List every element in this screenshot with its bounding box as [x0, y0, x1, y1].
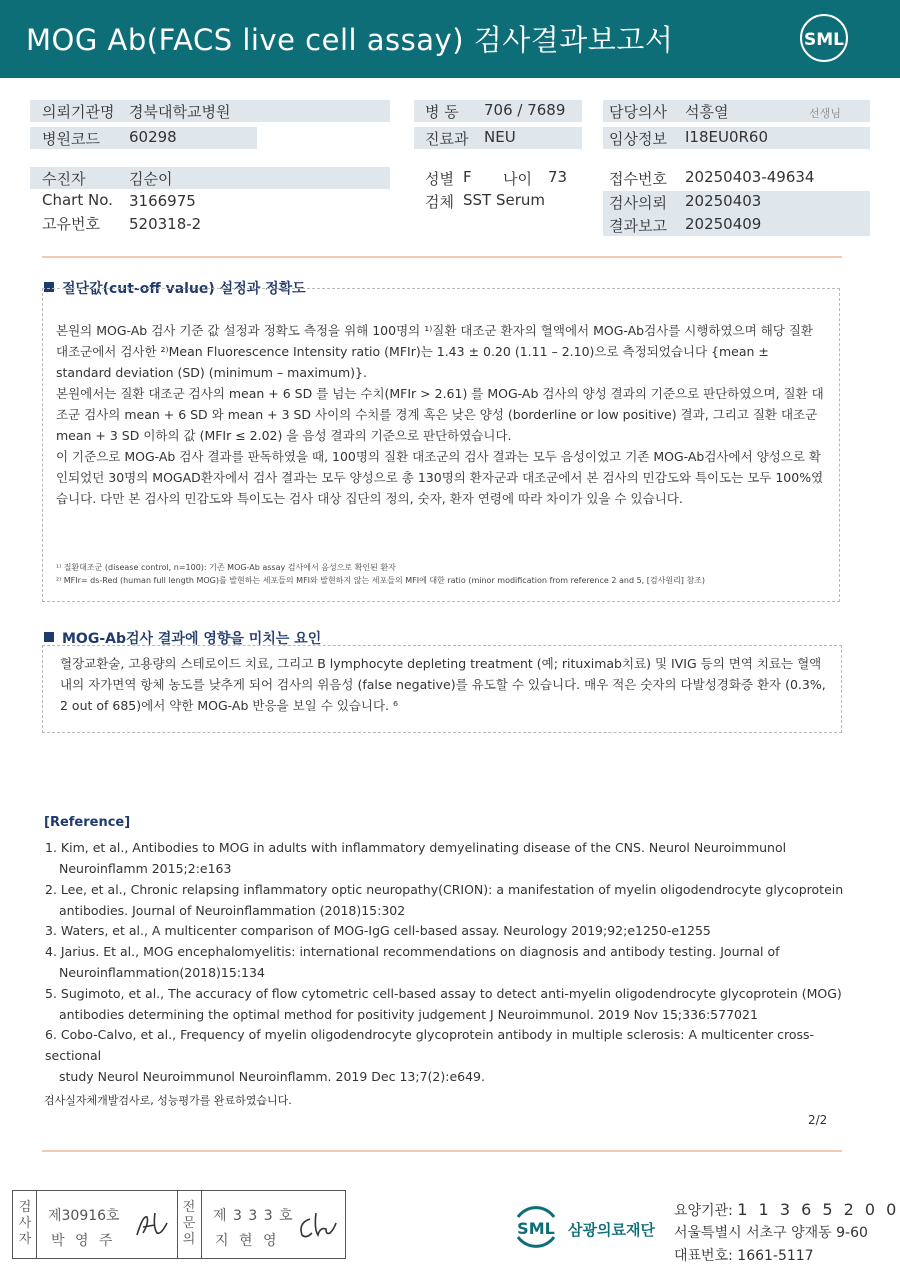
ward-label: 병 동	[425, 103, 459, 121]
institution-value: 경북대학교병원	[129, 103, 231, 121]
signature-box	[12, 1190, 346, 1259]
receipt-value: 20250403-49634	[685, 168, 815, 186]
specialist-name: 지 현 영	[215, 1233, 280, 1249]
section1-paragraph1: 본원의 MOG-Ab 검사 기준 값 설정과 정확도 측정을 위해 100명의 ¹⁾질환 대조군 환자의 혈액에서 MOG-Ab검사를 시행하였으며 해당 질환 대조군에서 검사한 ²⁾Mean Fluorescence Intensity ratio (MFIr)는 1.43 ± 0.20 (1.11 – 2.10)으로 측정되었습니다 {mean ± standard deviation (SD) (minimum – maximum)}.	[56, 323, 814, 380]
unique-label: 고유번호	[42, 215, 100, 233]
chart-label: Chart No.	[42, 191, 113, 209]
specialist-license: 제 3 3 3 호	[213, 1208, 294, 1224]
sex-label: 성별	[425, 170, 454, 188]
chart-value: 3166975	[129, 192, 196, 210]
reference-item-2: 2. Lee, et al., Chronic relapsing inflammatory optic neuropathy(CRION): a manifestation of myelin oligodendrocyte glycoprotein antibodies. Journal of Neuroinflammation (2018)15:302	[45, 882, 844, 918]
examiner-signature-icon	[133, 1209, 171, 1243]
clinical-label: 임상정보	[609, 130, 667, 148]
sig-divider-1	[36, 1191, 37, 1258]
footer-phone	[674, 1245, 814, 1265]
patient-label: 수진자	[42, 170, 86, 188]
specialist-label: 전문의	[182, 1200, 196, 1247]
reference-title: [Reference]	[44, 815, 131, 830]
reference-item-1: 1. Kim, et al., Antibodies to MOG in adults with inflammatory demyelinating disease of the CNS. Neurol Neuroimmunol Neuroinflamm 2015;2:e163	[45, 840, 787, 876]
examiner-license: 제30916호	[48, 1208, 120, 1224]
reference-item-3: 3. Waters, et al., A multicenter comparison of MOG-IgG cell-based assay. Neurology 2019;92;e1250-e1255	[45, 923, 711, 938]
reference-item-4: 4. Jarius. Et al., MOG encephalomyelitis: international recommendations on diagnosis and antibody testing. Journal of Neuroinflammation(2018)15:134	[45, 944, 780, 980]
specialist-signature-icon	[296, 1209, 340, 1243]
doctor-label: 담당의사	[609, 103, 667, 121]
specimen-label: 검체	[425, 193, 454, 211]
institution-no-value: 1 1 3 6 5 2 0 0	[737, 1200, 900, 1219]
footnote-2: ²⁾ MFIr= ds-Red (human full length MOG)를 발현하는 세포들의 MFI와 발현하지 않는 세포들의 MFI에 대한 ratio (minor modification from reference 2 and 5, [검사원리] 참조)	[56, 576, 706, 585]
footnote-1: ¹⁾ 질환대조군 (disease control, n=100): 기존 MOG-Ab assay 검사에서 음성으로 확인된 환자	[56, 563, 396, 572]
sml-footer-logo-icon	[510, 1201, 562, 1253]
reference-item-6: 6. Cobo-Calvo, et al., Frequency of myelin oligodendrocyte glycoprotein antibody in multiple sclerosis: A multicenter cross-sectional	[45, 1027, 815, 1063]
phone-label: 대표번호:	[674, 1248, 733, 1264]
footer-address: 서울특별시 서초구 양재동 9-60	[674, 1225, 868, 1241]
report-header	[0, 0, 900, 78]
reference-item-5: 5. Sugimoto, et al., The accuracy of flow cytometric cell-based assay to detect anti-myelin oligodendrocyte glycoprotein (MOG) antibodies determining the optimal method for positivity judgement J Neuroimmunol. 2019 Nov 15;336:577021	[45, 986, 842, 1022]
section1-title-text: 절단값(cut-off value) 설정과 정확도	[62, 281, 306, 297]
receipt-label: 접수번호	[609, 170, 667, 188]
section1-paragraph2: 본원에서는 질환 대조군 검사의 mean + 6 SD 를 넘는 수치(MFIr > 2.61) 를 MOG-Ab 검사의 양성 결과의 기준으로 판단하였으며, 질환 대조군 검사의 mean + 6 SD 와 mean + 3 SD 사이의 수치를 경계 혹은 낮은 양성 (borderline or low positive) 결과, 그리고 질환 대조군 mean + 3 SD 이하의 값 (MFIr ≤ 2.02) 을 음성 결과의 기준으로 판단하였습니다.	[56, 386, 824, 443]
examiner-name: 박 영 주	[51, 1233, 116, 1249]
request-value: 20250403	[685, 192, 762, 210]
footer-org-name: 삼광의료재단	[568, 1221, 655, 1239]
request-label: 검사의뢰	[609, 194, 667, 212]
report-date-label: 결과보고	[609, 217, 667, 235]
sex-value: F	[463, 168, 472, 186]
page-number: 2/2	[808, 1113, 828, 1127]
footer-institution-no	[674, 1200, 899, 1220]
footer-logo-text: SML	[517, 1219, 555, 1238]
ward-value: 706 / 7689	[484, 101, 566, 119]
divider-bottom	[42, 1150, 842, 1152]
sig-divider-3	[201, 1191, 202, 1258]
hospital-code-value: 60298	[129, 128, 177, 146]
phone-value: 1661-5117	[737, 1248, 814, 1264]
dept-label: 진료과	[425, 130, 469, 148]
section1-paragraph3: 이 기준으로 MOG-Ab 검사 결과를 판독하였을 때, 100명의 질환 대조군의 검사 결과는 모두 음성이었고 기존 MOG-Ab검사에서 양성으로 확인되었던 30명의 MOGAD환자에서 검사 결과는 모두 양성으로 총 130명의 환자군과 대조군에서 본 검사의 민감도와 특이도는 모두 100%였습니다. 다만 본 검사의 민감도와 특이도는 검사 대상 집단의 정의, 숫자, 환자 연령에 따라 차이가 있을 수 있습니다.	[56, 449, 824, 506]
clinical-value: I18EU0R60	[685, 128, 769, 146]
age-label: 나이	[503, 170, 532, 188]
hospital-code-label: 병원코드	[42, 130, 100, 148]
dept-value: NEU	[484, 128, 516, 146]
doctor-value: 석흥열	[685, 103, 729, 121]
specimen-value: SST Serum	[463, 191, 546, 209]
examiner-label: 검사자	[18, 1200, 32, 1247]
bullet-square-icon	[44, 632, 54, 642]
report-title: MOG Ab(FACS live cell assay) 검사결과보고서	[26, 23, 674, 57]
patient-value: 김순이	[129, 170, 173, 188]
divider-top	[42, 256, 842, 258]
section2-title-text: MOG-Ab검사 결과에 영향을 미치는 요인	[62, 631, 322, 647]
sml-logo: SML	[800, 14, 848, 62]
unique-value: 520318-2	[129, 215, 202, 233]
doctor-suffix: 선생님	[809, 107, 841, 120]
validation-note: 검사실자체개발검사로, 성능평가를 완료하였습니다.	[44, 1094, 292, 1107]
institution-label: 의뢰기관명	[42, 103, 115, 121]
age-value: 73	[548, 168, 568, 186]
reference-item-6-cont: study Neurol Neuroimmunol Neuroinflamm. 2019 Dec 13;7(2):e649.	[59, 1069, 485, 1084]
institution-no-label: 요양기관:	[674, 1203, 733, 1219]
section2-paragraph: 혈장교환술, 고용량의 스테로이드 치료, 그리고 B lymphocyte depleting treatment (예; rituximab치료) 및 IVIG 등의 면역 치료는 혈액 내의 자가면역 항체 농도를 낮추게 되어 검사의 위음성 (false negative)를 유도할 수 있습니다. 매우 적은 숫자의 다발성경화증 환자 (0.3%, 2 out of 685)에서 약한 MOG-Ab 반응을 보일 수 있습니다. ⁶	[60, 656, 826, 713]
sig-divider-2	[177, 1191, 178, 1258]
report-date-value: 20250409	[685, 215, 762, 233]
